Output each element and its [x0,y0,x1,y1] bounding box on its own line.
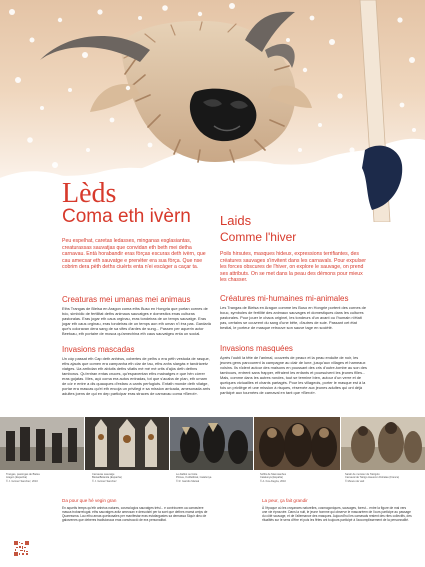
section-text-french-1: Les Trangas de Bielsa en Aragon comme les Buso en Hongrie portent des cornes de bouc, symboles de fertilité des animaux sauvages et domestiques dans les cultures pastorales. Pour jouer le chaos originel, les tondeurs d'un avant ou l'humain n'était pas, certains se couvrent du sang d'une bête, d'autres de suie. Passant cet état bestial, le porteur de masque retrouve son sauve tage en société. [220,305,366,330]
photo-4 [254,417,340,470]
photo-1 [0,417,84,470]
caption-4: Soffrà de Mamoianhes Catalunya (España) © A. Fos Alegria, 2010 [260,473,287,483]
caption-5: Sarah de monster de Tatrigolo Carnaval de Tatrigo Hauszen Dohalas (France) © Musèu de vieil [345,473,400,483]
section-text-french-2: Après l'oubli la tête de l'animal, couverts de peaux et la peau enduite de noir, les jeunes gens parcourent la campagne au clair de lune, jusqu'aux villages et hameaux voisins. Ils rôdent autour des maisons en poussant des cris d'outre-tombe au son des tambours, entrent sans frapper, effraient les enfants et poursuivent les jeunes filles... Mais, comme dans les autres rondes, tout se termine bien, autour d'un verre et de quelques victuailles et chants partagés. Pour les villageois, porter le masque est à la fois un privilège et une mission à risques, réservée aux jeunes adultes qui ont déjà participé aux tournées de carnaval en tant que «Berot». [220,355,367,395]
bottom-text-french: À l'époque où les croyances naturelles, cosmogoniques, sauvages, forest... entre la figure de mai vers une vie éprouvée. Dans la nuit, le jeune homme qui observe le mascaréem de l'ours participe au passage du côté sauvage, et de l'alternance des masques. Aujourd'hui les carnavals restent des rites collectifs, des ritualités sur le sens d'être et puis les fêtes ont toujours participé à l'accomplissement de la personnalité. [262,506,412,523]
section-text-occitan-2: Un còp passat eth Cap deth anhèus, cobertes de pelhs o era pèth vestuda de rasque, eths ajauts que comen era campanha eth clar de tau, eths anhs slargàs e tandràvetz viatges. Ua arribdan eth ablutis deths vilatis mé mé mé crits d'ajòs deth dethns tamborus. Qu'entran entas cruces, qu'espaventan eths mainatges e que hèn còrrer eras gojatas. Mes, açò coma era autos entradas, tot que s'acaba de plan, eth umam de còr e entre a dis quauques d'esfaru a cants perfugiuts. Entath monde deth vilatge, portar era mascas qu'ei eth encoja un privilegi e sa mission arricada, amesonada arris adultes joens de qui en dep participar eras straces de carnavau coma «Berot». [62,356,211,396]
title-occitan: Lèds [62,178,117,209]
subtitle-occitan: Coma eth ivèrn [62,206,191,227]
section-heading-french-1: Créatures mi-humaines mi-animales [220,294,349,303]
caption-1: Trangas, pastorgas de Bielsa Aragon (Espanha) © J. Gómez Sanchez, 2010 [6,473,40,483]
section-text-occitan-1: Eths Trangas de Bielsa en Aragon coma eths Buso en Hongria que portan cornes de bòc, simbòlic de fertilitat deths animaus sauvatges e domestics enas culturas pastoralas. Eras jogar eth caus orginau, eras tondeiras de un temps sauvatge. Eras jogar eth caus orginau, eras tondeiras de un temps aon eth uman n'i èra pas. Gardarià que's coloravan dera sang de sa vifes d'ardes de sung... Passen per aquerin actor Beetoau, eth portaire de mosca qu'amechina eth caus sauvatgeu enta un social. [62,306,211,336]
intro-occitan: Peu espelhat, caretas ledasses, minganas esglasiantas, creaturassas sauvatjas que convidan eth beth mei detha carnavau. Entà horabandir eras fòrças escuras deth ivèrn, que cau amecsar eth sauvatge e prenéter era sua fòrça. Que nse cobrim dera pèth deths ciuèrts enta n'ei escàger a caçar ta. [62,238,206,271]
bottom-heading-occitan: Da pour que hé vegin gran [62,498,117,503]
section-heading-french-2: Invasions masquées [220,344,293,353]
intro-french: Poils hirsutes, masques hideux, expressions terrifiantes, des créatures sauvages s'invitent dans les carnavals. Pour expulser les forces obscures de l'hiver, on explore le sauvage, on prend ses attributs. On se met dans la peau des démons pour mieux les chasser. [220,251,367,284]
photo-strip [0,417,425,470]
caption-3: Le diablot ou botte Pirineu, Kultfeldinal, Catalunya © R. Garrido Marsal [176,473,212,483]
photo-2 [85,417,169,470]
title-french: Laids [220,213,252,228]
bottom-text-occitan: En aquetis temps qu'eth anhèus natures, cosmologics sauvatges trèsl... e conèixurem ua carnaviere masca trobarrelugat. eths sauvatges avitz amecsan e desvoistri per ta soet que dethes mamà arrips de Quaressma. Lau ethu arnas quetzosales per manifestar eras estofargastes sa demassa Siquir dieu de gaiosrenes que deberes tradisionauz eras construcció de era personalitat. [62,506,208,523]
section-heading-occitan-2: Invasions mascadas [62,345,135,354]
qr-code [14,541,29,556]
subtitle-french: Comme l'hiver [220,230,297,244]
section-heading-occitan-1: Creaturas mei umanas mei animaus [62,295,191,304]
bottom-heading-french: La peur, ça fait grandir [262,498,308,503]
photo-5 [341,417,425,470]
caption-2: Carnavau sauvatge Bielsa/Bétanila (Espanha) © J. Gómez Sanchez [92,473,122,483]
photo-3 [170,417,254,470]
